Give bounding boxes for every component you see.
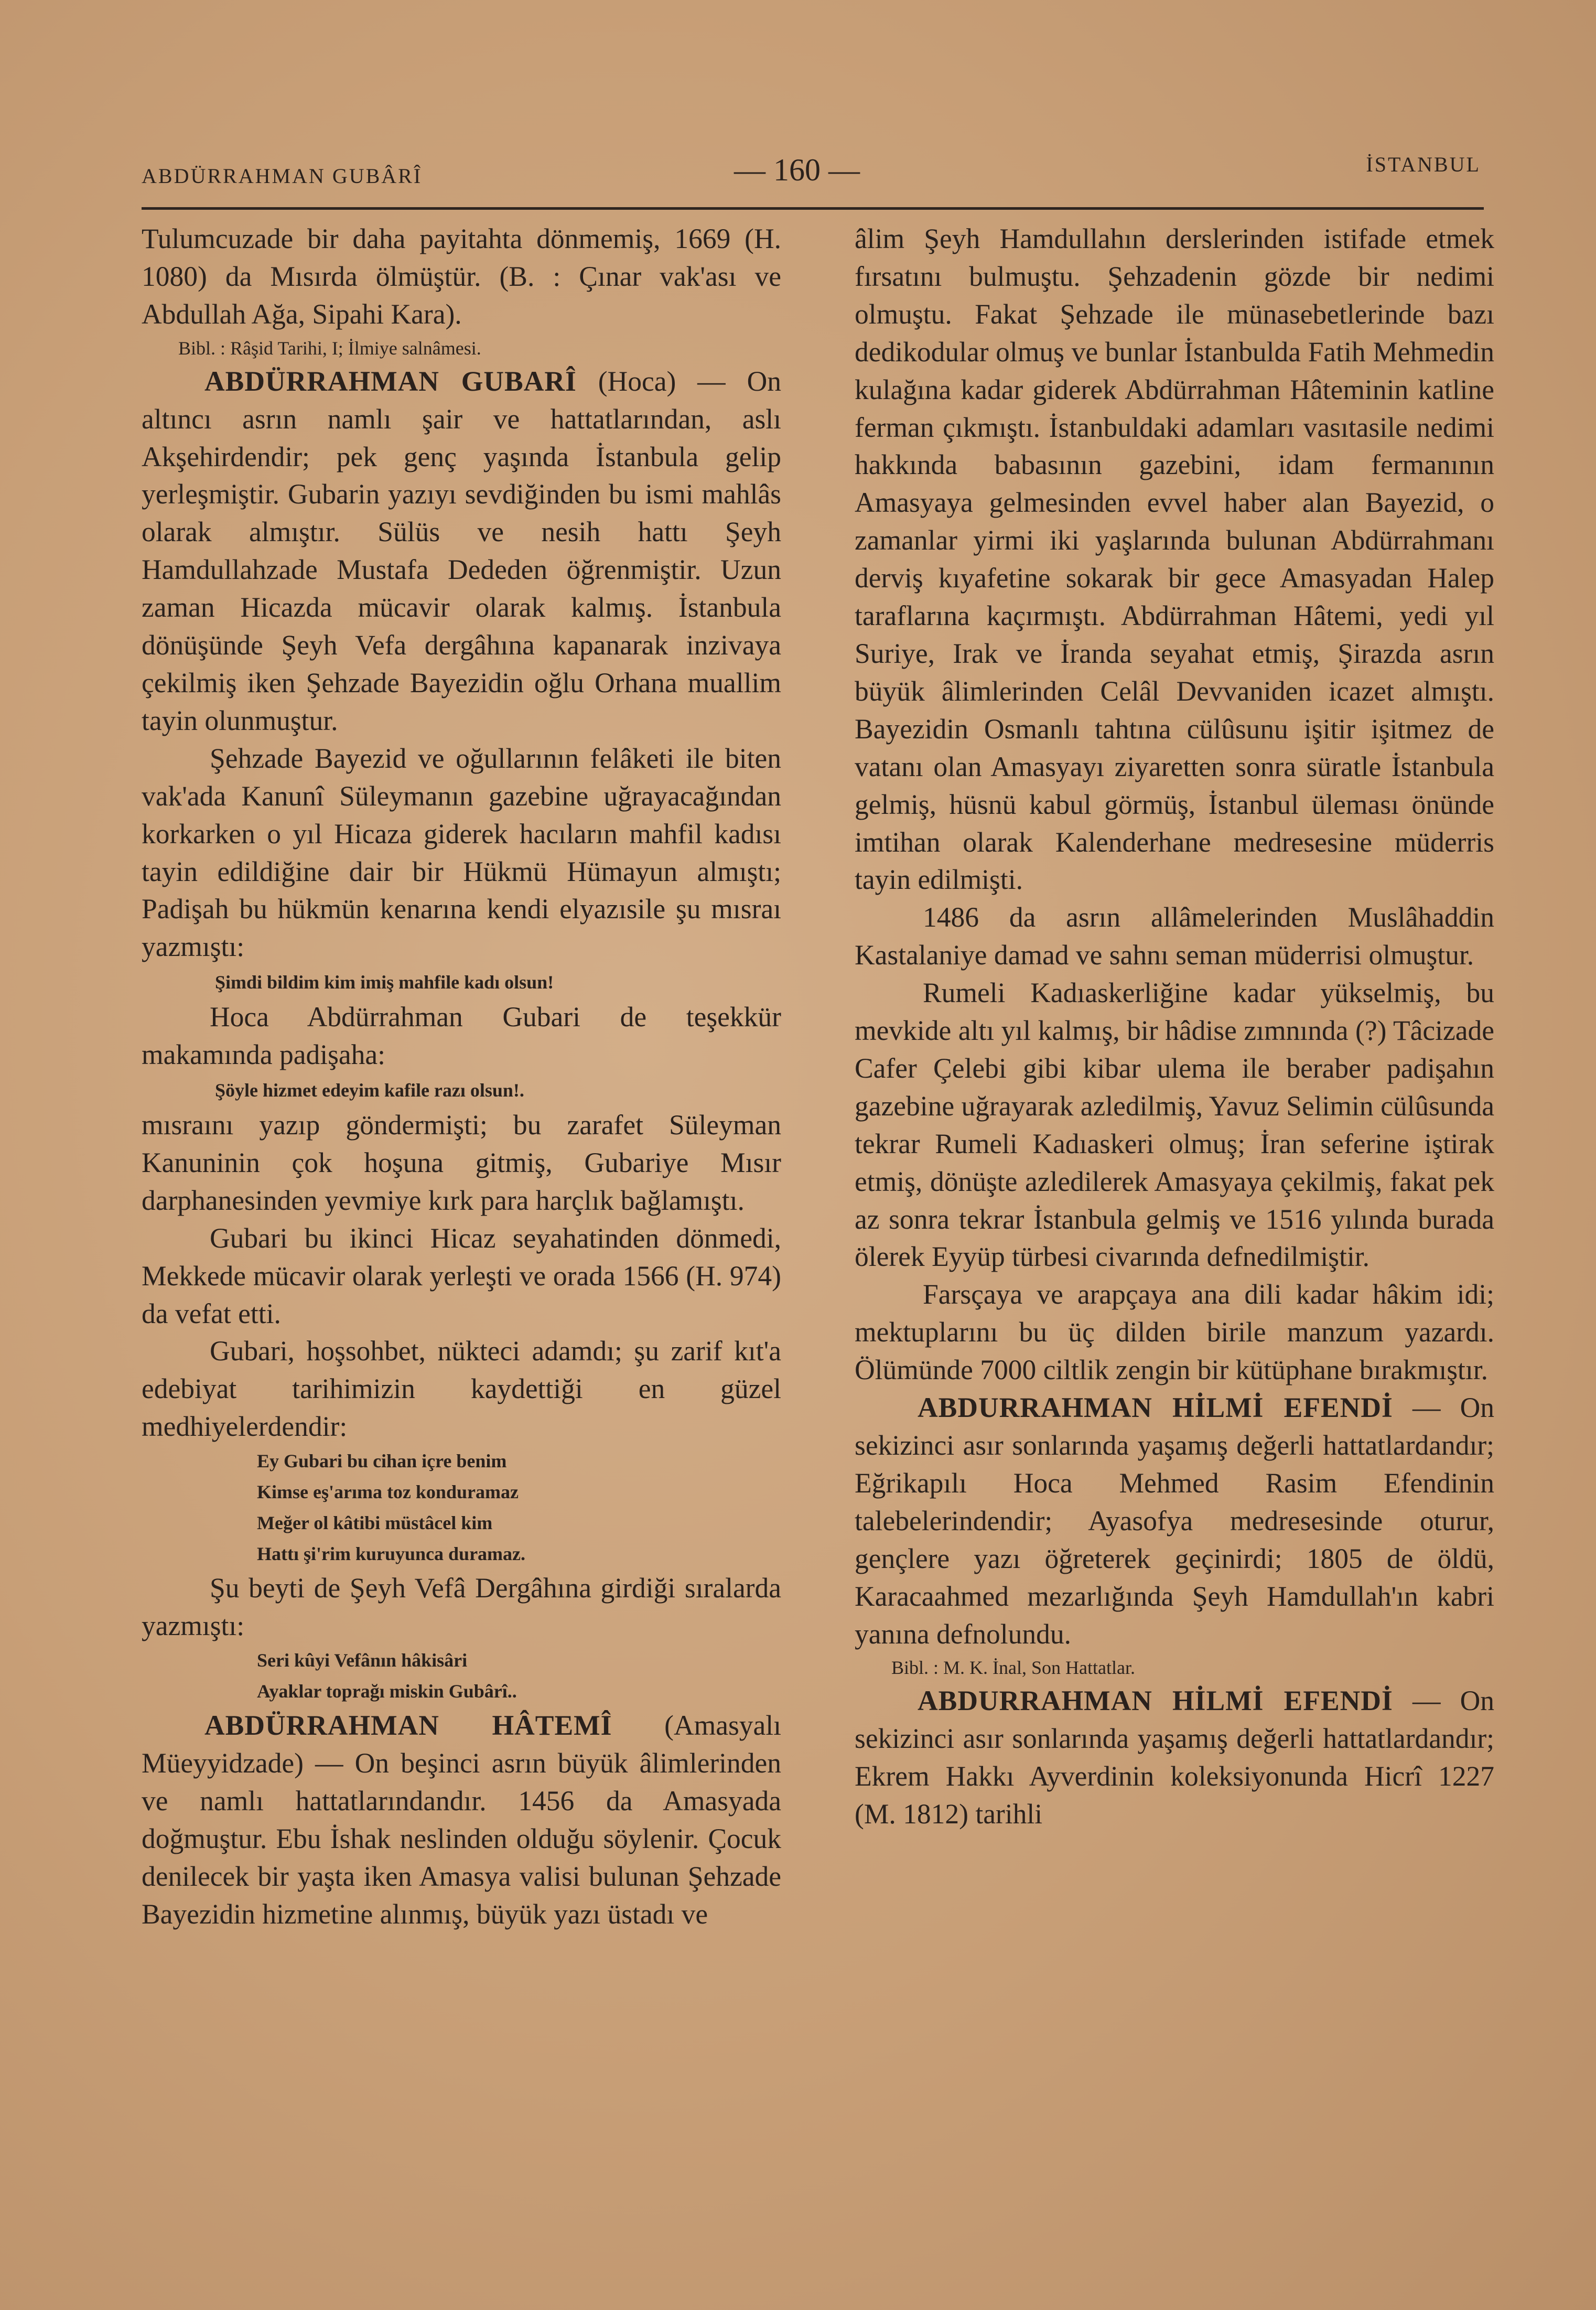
- entry-abdurrahman-hilmi-1: [855, 1389, 1494, 1653]
- bibliography: Bibl. : Râşid Tarihi, I; İlmiye salnâmesi.: [178, 337, 481, 359]
- paragraph: mısraını yazıp göndermişti; bu zarafet Süleyman Kanuninin çok hoşuna gitmiş, Gubariye Mısır darphanesinden yevmiye kırk para harçlık bağlamıştı.: [142, 1109, 781, 1216]
- entry-body: On beşinci asrın büyük âlimlerinden ve namlı hattatlarındandır. 1456 da Amasyada doğmuştur. Ebu İshak neslinden olduğu söylenir. Çocuk denilecek bir yaşta iken Amasya valisi bulunan Şehzade Bayezidin hizmetine alınmış, büyük yazı üstadı ve: [142, 1747, 781, 1930]
- entry-title: ABDURRAHMAN HİLMİ EFENDİ: [918, 1685, 1393, 1717]
- page-header: [142, 152, 1481, 194]
- paragraph: Şu beyti de Şeyh Vefâ Dergâhına girdiği sıralarda yazmıştı:: [142, 1572, 781, 1642]
- entry-body: On sekizinci asır sonlarında yaşamış değerli hattatlardandır; Ekrem Hakkı Ayverdinin koleksiyonunda Hicrî 1227 (M. 1812) tarihli: [855, 1685, 1494, 1830]
- running-title-right: İSTANBUL: [1366, 153, 1481, 176]
- verse-line: Meğer ol kâtibi müstâcel kim: [257, 1512, 493, 1534]
- entry-body: On sekizinci asır sonlarında yaşamış değerli hattatlardandır; Eğrikapılı Hoca Mehmed Rasim Efendinin talebelerindendir; Ayasofya medresesinde oturur, gençlere yazı öğreterek geçinirdi; 1805 de öldü, Karacaahmed mezarlığında Şeyh Hamdullah'ın kabri yanına defnolundu.: [855, 1392, 1494, 1650]
- paragraph: Hoca Abdürrahman Gubari de teşekkür makamında padişaha:: [142, 1001, 781, 1071]
- bibliography: Bibl. : M. K. İnal, Son Hattatlar.: [891, 1657, 1135, 1679]
- verse-line: Seri kûyi Vefânın hâkisâri: [257, 1650, 468, 1671]
- paragraph: Farsçaya ve arapçaya ana dili kadar hâkim idi; mektuplarını bu üç dilden birile manzum yazardı. Ölümünde 7000 ciltlik zengin bir kütüphane bırakmıştır.: [855, 1278, 1494, 1386]
- verse-line: Hattı şi'rim kuruyunca duramaz.: [257, 1543, 526, 1565]
- paragraph: 1486 da asrın allâmelerinden Muslâhaddin Kastalaniye damad ve sahnı seman müderrisi olmuştur.: [855, 901, 1494, 971]
- paragraph: Şehzade Bayezid ve oğullarının felâketi ile biten vak'ada Kanunî Süleymanın gazebine uğrayacağından korkarken o yıl Hicaza giderek hacıların mahfil kadısı tayin edildiğine dair bir Hükmü Hümayun almıştı; Padişah bu hükmün kenarına kendi elyazısile şu mısraı yazmıştı:: [142, 742, 781, 963]
- paragraph: Rumeli Kadıaskerliğine kadar yükselmiş, bu mevkide altı yıl kalmış, bir hâdise zımnında (?) Tâcizade Cafer Çelebi gibi kibar ulema ile beraber padişahın gazebine uğrayarak azledilmiş, Yavuz Selimin cülûsunda tekrar Rumeli Kadıaskeri olmuş; İran seferine iştirak etmiş, dönüşte azledilerek Amasyaya çekilmiş, fakat pek az sonra tekrar İstanbula gelmiş ve 1516 yılında burada ölerek Eyyüp türbesi civarında defnedilmiştir.: [855, 977, 1494, 1273]
- verse-line: Kimse eş'arıma toz konduramaz: [257, 1481, 519, 1503]
- verse-line: Şimdi bildim kim imiş mahfile kadı olsun!: [215, 972, 554, 993]
- entry-title-suffix: —: [1393, 1685, 1460, 1717]
- page-number: — 160 —: [734, 153, 860, 187]
- entry-title: ABDURRAHMAN HİLMİ EFENDİ: [918, 1392, 1393, 1424]
- header-rule: [142, 207, 1484, 210]
- verse-line: Ayaklar toprağı miskin Gubârî..: [257, 1681, 517, 1702]
- entry-title-suffix: —: [1393, 1392, 1460, 1424]
- entry-body: On altıncı asrın namlı şair ve hattatlarından, aslı Akşehirdendir; pek genç yaşında İstanbula gelip yerleşmiştir. Gubarin yazıyı sevdiğinden bu ismi mahlâs olarak almıştır. Sülüs ve nesih hattı Şeyh Hamdullahzade Mustafa Dededen öğrenmiştir. Uzun zaman Hicazda mücavir olarak kalmış. İstanbula dönüşünde Şeyh Vefa dergâhına kapanarak inzivaya çekilmiş iken Şehzade Bayezidin oğlu Orhana muallim tayin olunmuştur.: [142, 365, 781, 736]
- entry-abdurrahman-gubari: [142, 363, 781, 740]
- paragraph: âlim Şeyh Hamdullahın derslerinden istifade etmek fırsatını bulmuştu. Şehzadenin gözde bir nedimi olmuştu. Fakat Şehzade ile münasebetlerinde bazı dedikodular olmuş ve bunlar İstanbulda Fatih Mehmedin kulağına kadar giderek Abdürrahman Hâteminin katline ferman çıkmıştı. İstanbuldaki adamları vasıtasile nedimi hakkında babasının gazebini, idam fermanının Amasyaya gelmesinden evvel haber alan Bayezid, o zamanlar yirmi iki yaşlarında bulunan Abdürrahmanı derviş kıyafetine sokarak bir gece Amasyadan Halep taraflarına kaçırmıştı. Abdürrahman Hâtemi, yedi yıl Suriye, Irak ve İranda seyahat etmiş, Şirazda asrın büyük âlimlerinden Celâl Devvaniden icazet almıştı. Bayezidin Osmanlı tahtına cülûsunu işitir işitmez de vatanı olan Amasyayı ziyaretten sonra süratle İstanbula gelmiş, hüsnü kabul görmüş, İstanbul üleması önünde imtihan olarak Kalenderhane medresesine müderris tayin edilmişti.: [855, 223, 1494, 896]
- running-title-left: ABDÜRRAHMAN GUBÂRÎ: [142, 164, 423, 188]
- right-column: [855, 220, 1494, 1833]
- entry-abdurrahman-hilmi-2: [855, 1682, 1494, 1833]
- entry-abdurrahman-hatemi: [142, 1707, 781, 1933]
- entry-title: ABDÜRRAHMAN HÂTEMÎ: [204, 1710, 612, 1741]
- entry-title-suffix: (Hoca) —: [576, 365, 747, 397]
- paragraph: Gubari bu ikinci Hicaz seyahatinden dönmedi, Mekkede mücavir olarak yerleşti ve orada 1566 (H. 974) da vefat etti.: [142, 1222, 781, 1329]
- verse-line: Ey Gubari bu cihan içre benim: [257, 1451, 507, 1472]
- left-column: [142, 220, 781, 1933]
- entry-title-suffix: (Amasyalı Müeyyidzade) —: [142, 1710, 781, 1779]
- paragraph: Gubari, hoşsohbet, nükteci adamdı; şu zarif kıt'a edebiyat tarihimizin kaydettiği en güzel medhiyelerdendir:: [142, 1335, 781, 1443]
- entry-title: ABDÜRRAHMAN GUBARÎ: [204, 365, 577, 397]
- paragraph: Tulumcuzade bir daha payitahta dönmemiş, 1669 (H. 1080) da Mısırda ölmüştür. (B. : Çınar vak'ası ve Abdullah Ağa, Sipahi Kara).: [142, 223, 781, 330]
- verse-line: Şöyle hizmet edeyim kafile razı olsun!.: [215, 1080, 524, 1101]
